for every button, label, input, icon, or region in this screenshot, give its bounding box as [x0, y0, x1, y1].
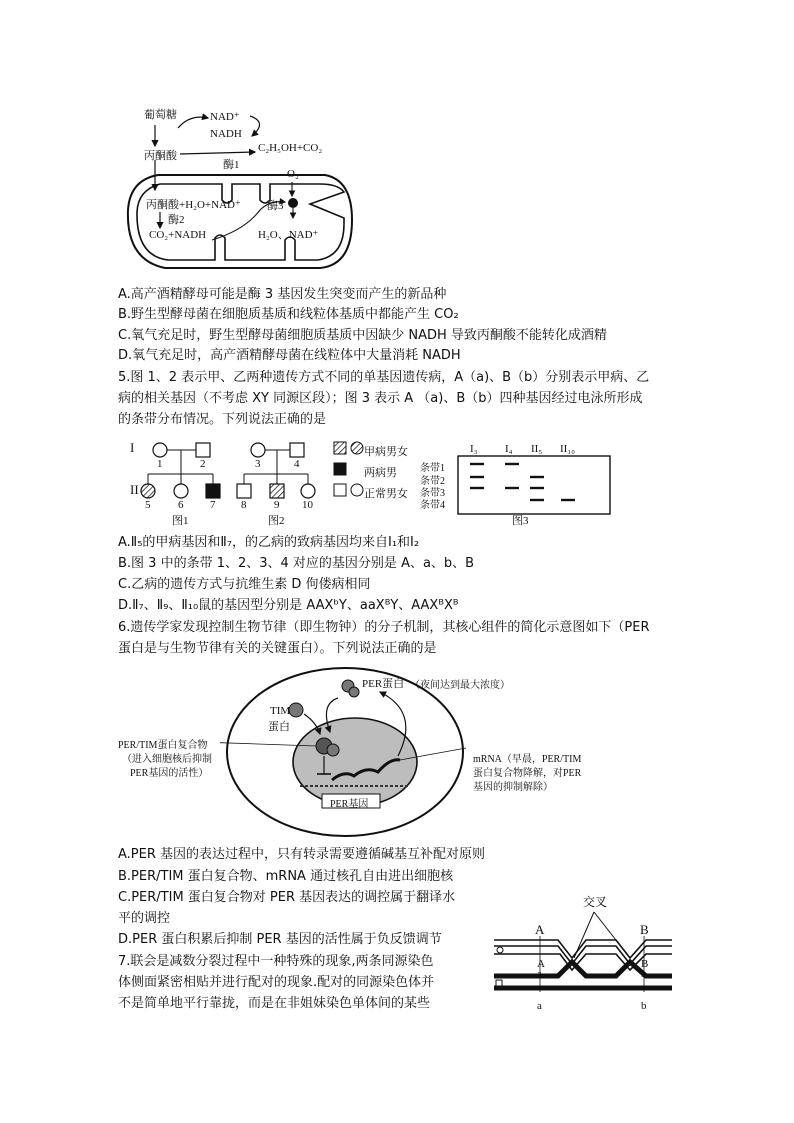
id-10: 10 — [302, 499, 313, 511]
q6-option-d: D.PER 蛋白积累后抑制 PER 基因的活性属于负反馈调节 — [118, 932, 442, 947]
allele-b-mid: B — [641, 958, 649, 970]
id-9: 9 — [274, 499, 280, 511]
fig1-caption: 图1 — [172, 515, 189, 527]
fig3-caption: 图3 — [512, 515, 529, 527]
mitochondrion-shape — [120, 100, 360, 280]
q6-option-a: A.PER 基因的表达过程中，只有转录需要遵循碱基互补配对原则 — [118, 847, 486, 862]
pyruvate-label: 丙酮酸 — [144, 150, 177, 162]
per-note: （夜间达到最大浓度） — [410, 680, 510, 691]
q6-stem-line-2: 蛋白是与生物节律有关的关键蛋白）。下列说法正确的是 — [118, 641, 437, 656]
allele-a-mid: A — [537, 958, 545, 970]
o2-label: O₂ — [287, 168, 299, 180]
band-3-label: 条带3 — [420, 488, 445, 499]
q7-stem-line-2: 体侧面紧密相贴并进行配对的现象.配对的同源染色体并 — [118, 975, 435, 990]
mrna-label-3: 基因的抑制解除） — [473, 782, 553, 793]
q5-stem-line-3: 的条带分布情况。下列说法正确的是 — [118, 412, 327, 427]
q5-option-c: C.乙病的遗传方式与抗维生素 D 佝偻病相同 — [118, 577, 371, 592]
id-6: 6 — [178, 499, 184, 511]
lane-i3: I₃ — [470, 443, 478, 455]
q5-option-b: B.图 3 中的条带 1、2、3、4 对应的基因分别是 A、a、b、B — [118, 556, 475, 571]
chromosome-lines — [486, 888, 676, 1018]
id-1: 1 — [157, 458, 163, 470]
q4-option-b: B.野生型酵母菌在细胞质基质和线粒体基质中都能产生 CO₂ — [118, 307, 459, 322]
band-2-label: 条带2 — [420, 476, 445, 487]
mrna-label-1: mRNA（早晨，PER/TIM — [473, 754, 582, 765]
complex-label-3: PER基因的活性） — [130, 768, 209, 779]
allele-b-bottom: b — [641, 1000, 647, 1012]
q7-stem-line-1: 7.联会是减数分裂过程中一种特殊的现象,两条同源染色 — [118, 954, 434, 969]
tim-label: TIM — [270, 705, 291, 717]
band-4-label: 条带4 — [420, 500, 445, 511]
nadh-label: NADH — [210, 128, 242, 140]
mrna-label-2: 蛋白复合物降解，对PER — [473, 768, 582, 779]
allele-b-low: b — [641, 968, 647, 980]
gen-ii-label: II — [130, 482, 139, 497]
q7-stem-line-3: 不是简单地平行靠拢，而是在非姐妹染色单体间的某些 — [118, 996, 431, 1011]
id-3: 3 — [255, 458, 261, 470]
lane-ii10: II₁₀ — [560, 443, 575, 455]
lane-ii5: II₅ — [531, 443, 543, 455]
q5-stem-line-2: 病的相关基因（不考虑 XY 同源区段）；图 3 表示 A （a)、B（b）四种基因经过电泳所形成 — [118, 391, 643, 406]
q6-option-c-cont: 平的调控 — [118, 911, 171, 926]
q5-option-d: D.Ⅱ₇、Ⅱ₉、Ⅱ₁₀鼠的基因型分别是 AAXᵇY、aaXᴮY、AAXᴮXᴮ — [118, 598, 459, 613]
enzyme1-label: 酶1 — [223, 159, 240, 171]
legend-a: 甲病男女 — [364, 446, 408, 458]
q5-stem-line-1: 5.图 1、2 表示甲、乙两种遗传方式不同的单基因遗传病，A（a)、B（b）分别表示甲病、乙 — [118, 370, 650, 385]
enzyme2-label: 酶2 — [168, 214, 185, 226]
complex-label-2: （进入细胞核后抑制 — [122, 754, 212, 765]
gen-i-label: I — [130, 440, 135, 455]
id-2: 2 — [200, 458, 206, 470]
per-protein-label: PER蛋白 — [362, 678, 405, 690]
legend-b: 两病男 — [364, 467, 397, 479]
lane-i4: I₄ — [505, 443, 513, 455]
per-gene-label: PER基因 — [330, 799, 369, 810]
q5-option-a: A.Ⅱ₅的甲病基因和Ⅱ₇，的乙病的致病基因均来自Ⅰ₁和Ⅰ₂ — [118, 535, 420, 550]
q6-stem-line-1: 6.遗传学家发现控制生物节律（即生物钟）的分子机制，其核心组件的简化示意图如下（PER — [118, 620, 650, 635]
q6-option-b: B.PER/TIM 蛋白复合物、mRNA 通过核孔自由进出细胞核 — [118, 869, 454, 884]
q6-option-c: C.PER/TIM 蛋白复合物对 PER 基因表达的调控属于翻译水 — [118, 890, 456, 905]
nad-plus-label: NAD⁺ — [210, 111, 240, 123]
glucose-label: 葡萄糖 — [144, 109, 177, 121]
allele-a-top: A — [535, 922, 545, 937]
id-4: 4 — [294, 458, 300, 470]
allele-b-top: B — [640, 922, 649, 937]
complex-label-1: PER/TIM蛋白复合物 — [118, 740, 208, 751]
allele-a-low: a — [537, 968, 542, 980]
id-7: 7 — [210, 499, 216, 511]
allele-a-bottom: a — [537, 1000, 542, 1012]
id-8: 8 — [241, 499, 247, 511]
mito-reaction-label: 丙酮酸+H₂O+NAD⁺ — [146, 199, 241, 211]
fig2-caption: 图2 — [268, 515, 285, 527]
band-1-label: 条带1 — [420, 463, 445, 474]
ethanol-co2-label: C₂H₅OH+CO₂ — [258, 142, 323, 154]
id-5: 5 — [145, 499, 151, 511]
enzyme3-products-label: H₂O、NAD⁺ — [258, 229, 319, 241]
tim-label-2: 蛋白 — [268, 721, 290, 733]
q4-option-d: D.氧气充足时，高产酒精酵母菌在线粒体中大量消耗 NADH — [118, 348, 461, 363]
enzyme3-label: 酶3 — [267, 200, 284, 212]
legend-c: 正常男女 — [364, 488, 408, 500]
q4-option-a: A.高产酒精酵母可能是酶 3 基因发生突变而产生的新品种 — [118, 287, 447, 302]
mito-products-label: CO₂+NADH — [149, 229, 207, 241]
q4-option-c: C.氧气充足时，野生型酵母菌细胞质基质中因缺少 NADH 导致丙酮酸不能转化成酒精 — [118, 328, 607, 343]
cross-label: 交叉 — [583, 895, 608, 909]
